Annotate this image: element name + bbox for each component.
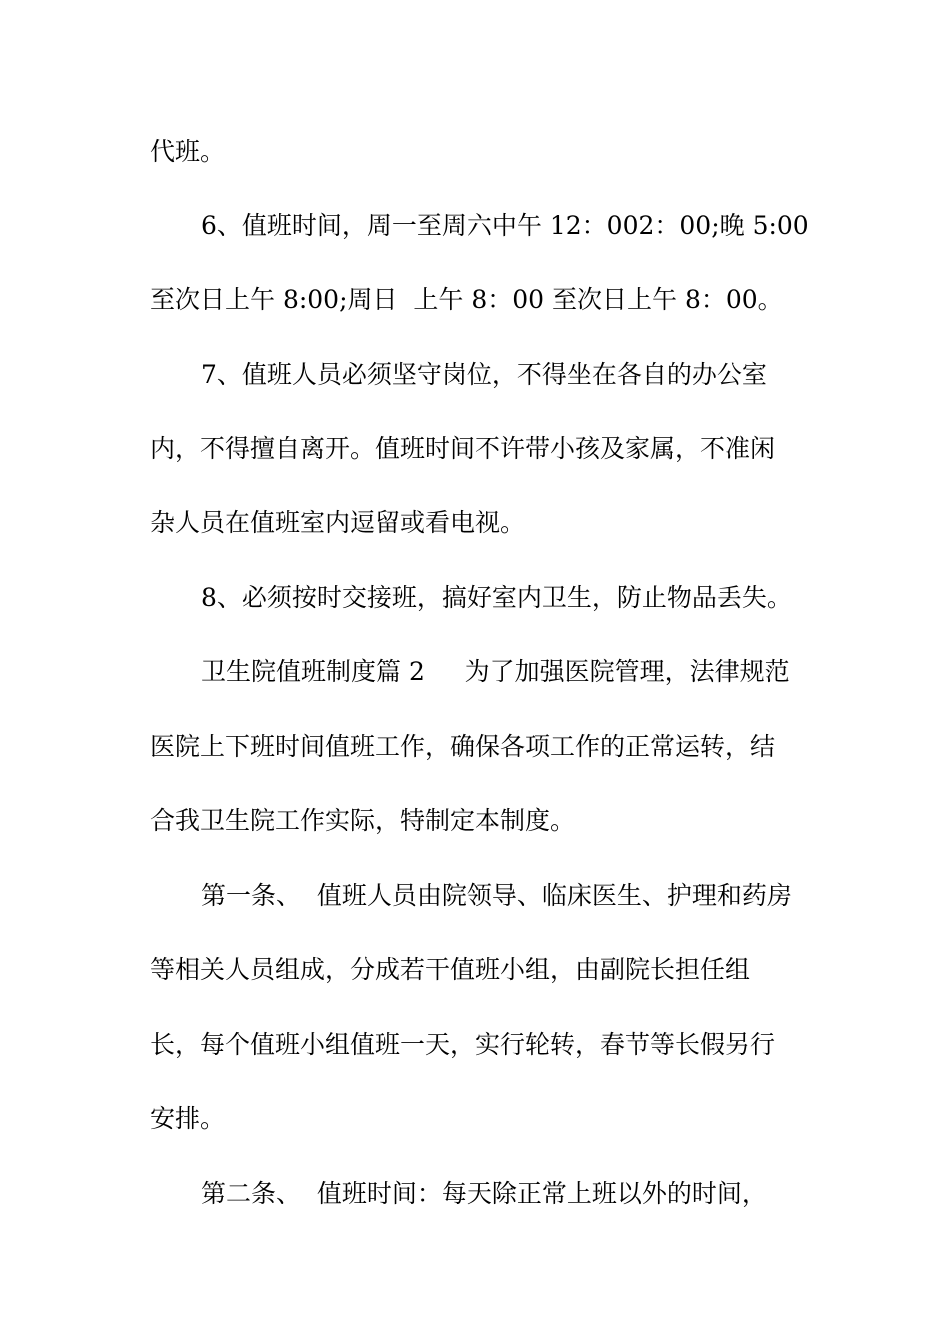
text-line: 杂人员在值班室内逗留或看电视。 (150, 508, 526, 537)
text-line: 至次日上午 8:00;周日 上午 8：00 至次日上午 8：00。 (150, 285, 783, 314)
text-line: 安排。 (150, 1104, 226, 1133)
text-line: 第一条、 值班人员由院领导、临床医生、护理和药房 (201, 881, 792, 910)
text-line: 等相关人员组成，分成若干值班小组，由副院长担任组 (150, 955, 751, 984)
text-line: 合我卫生院工作实际，特制定本制度。 (150, 806, 576, 835)
text-line: 第二条、 值班时间：每天除正常上班以外的时间， (201, 1179, 767, 1208)
text-line: 代班。 (150, 137, 226, 166)
text-line: 长，每个值班小组值班一天，实行轮转，春节等长假另行 (150, 1030, 776, 1059)
text-line: 内，不得擅自离开。值班时间不许带小孩及家属，不准闲 (150, 434, 776, 463)
text-line: 8、必须按时交接班，搞好室内卫生，防止物品丢失。 (201, 583, 792, 612)
text-line: 6、值班时间，周一至周六中午 12：002：00;晚 5:00 (201, 211, 809, 240)
text-line: 卫生院值班制度篇 2 为了加强医院管理，法律规范 (201, 657, 790, 686)
text-line: 7、值班人员必须坚守岗位，不得坐在各自的办公室 (201, 360, 767, 389)
text-line: 医院上下班时间值班工作，确保各项工作的正常运转，结 (150, 732, 776, 761)
